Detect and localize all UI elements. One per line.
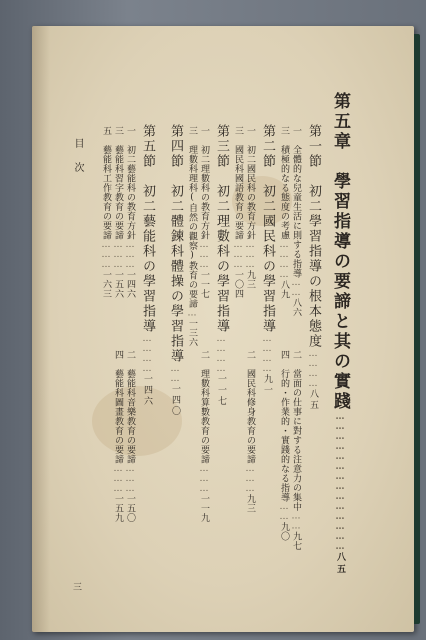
running-header: 目 次 (72, 138, 83, 174)
book-page (32, 26, 414, 632)
leader-dots: …………………………………… (335, 412, 345, 552)
toc-item: 三 積極的なる態度の考慮…………八九 (279, 126, 289, 299)
toc-item: 二 當面の仕事に對する注意力の集中……九七 (291, 350, 301, 551)
folio-page-number: 三 (71, 582, 81, 592)
toc-item: 一 初二國民科の教育方針………九三 (245, 126, 255, 289)
page-edge (414, 34, 420, 624)
toc-item: 四 行的・作業的・實踐的なる指導……九〇 (279, 350, 289, 541)
toc-item: 三 藝能科習字教育の要諦………一五六 (113, 126, 123, 299)
chapter-title-text: 第五章 學習指導の要諦と其の實踐 (330, 92, 350, 412)
section-title: 第三節 初二理數科の學習指導…………一一七 (214, 124, 229, 407)
toc-item: 一 全體的な兒童生活に則する指導……八六 (291, 126, 301, 317)
page-number: 八五 (335, 552, 345, 576)
section-title: 第五節 初二藝能科の學習指導…………一四六 (140, 124, 155, 407)
toc-item: 五 藝能科工作教育の要諦………一六三 (101, 126, 111, 299)
section-title: 第四節 初二體鍊科體操の學習指導……一四〇 (168, 124, 183, 417)
toc-item: 二 理數科算數教育の要諦………一一九 (199, 350, 209, 523)
toc-item: 二 藝能科音樂教育の要諦………一五〇 (125, 350, 135, 523)
chapter-title (328, 92, 353, 576)
toc-item: 一 初二理數科の教育方針………一一七 (199, 126, 209, 299)
toc-item: 二 國民科修身教育の要諦………九三 (245, 350, 255, 513)
toc-item: 一 初二藝能科の教育方針………一四六 (125, 126, 135, 299)
section-title: 第一節 初二學習指導の根本態度…………八五 (306, 124, 321, 411)
spine-shadow (32, 26, 50, 632)
toc-item: 三 國民科國語教育の要諦………一〇四 (233, 126, 243, 299)
toc-item: 四 藝能科圖畫教育の要諦………一五九 (113, 350, 123, 523)
section-title: 第二節 初二國民科の學習指導…………九一 (260, 124, 275, 396)
toc-item: 三 理數科理科(自然の觀察)教育の要諦…一三六 (187, 126, 197, 347)
